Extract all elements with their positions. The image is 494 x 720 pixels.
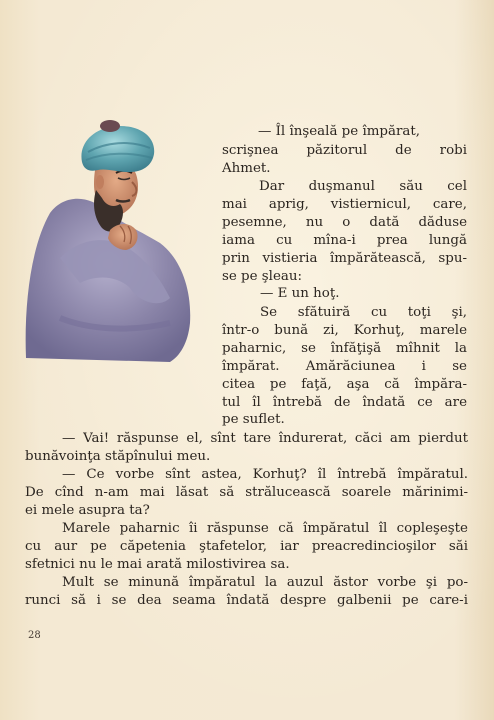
text-line: ei mele asupra ta? [25, 503, 150, 518]
text-line: pesemne, nu o dată dăduse [222, 215, 467, 230]
turbaned-man-illustration [20, 118, 200, 368]
text-line: iama cu mîna-i prea lungă [222, 233, 467, 248]
text-line: Ahmet. [222, 161, 271, 176]
text-line: — Vai! răspunse el, sînt tare îndurerat, căci am pierdut [62, 431, 468, 446]
text-line: împărat. Amărăciunea i se [222, 359, 467, 374]
text-line: sfetnici nu le mai arată milostivirea sa. [25, 557, 290, 572]
text-line: pe suflet. [222, 412, 285, 427]
text-line: — E un hoţ. [260, 286, 340, 301]
text-line: Marele paharnic îi răspunse că împăratul îl copleşeşte [62, 521, 468, 536]
text-line: prin vistieria împărătească, spu- [222, 251, 467, 266]
text-line: se pe şleau: [222, 269, 303, 284]
text-line: bunăvoinţa stăpînului meu. [25, 449, 211, 464]
text-line: — Îl înşeală pe împărat, [258, 124, 420, 139]
text-line: cu aur pe căpetenia ştafetelor, iar preacredincioşilor săi [25, 539, 468, 554]
page-number: 28 [28, 630, 41, 641]
text-line: Mult se minună împăratul la auzul ăstor vorbe şi po- [62, 575, 468, 590]
text-line: Se sfătuiră cu toţi şi, [260, 305, 467, 320]
text-line: Dar duşmanul său cel [259, 179, 467, 194]
text-line: runci să i se dea seama îndată despre galbenii pe care-i [25, 593, 468, 608]
text-line: citea pe faţă, aşa că împăra- [222, 377, 467, 392]
text-line: paharnic, se înfăţişă mîhnit la [222, 341, 467, 356]
text-line: De cînd n-am mai lăsat să strălucească soarele mărinimi- [25, 485, 468, 500]
text-line: mai aprig, vistiernicul, care, [222, 197, 467, 212]
text-line: tul îl întrebă de îndată ce are [222, 395, 467, 410]
text-line: scrişnea păzitorul de robi [222, 143, 467, 158]
text-line: — Ce vorbe sînt astea, Korhuţ? îl întrebă împăratul. [62, 467, 468, 482]
text-line: într-o bună zi, Korhuţ, marele [222, 323, 467, 338]
